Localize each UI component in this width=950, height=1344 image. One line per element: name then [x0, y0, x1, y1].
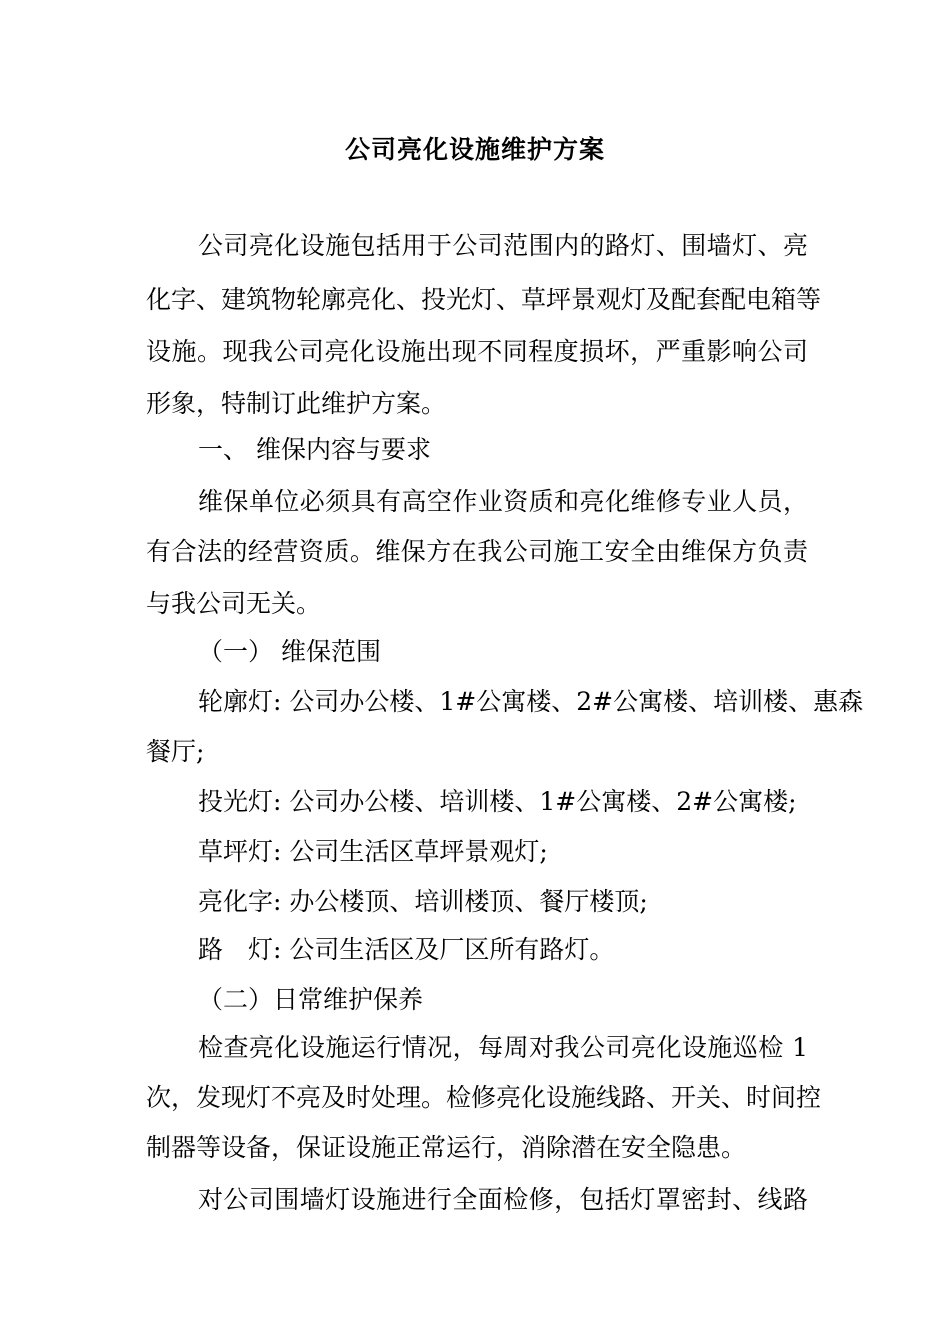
paragraph-maintenance-line-1: 检查亮化设施运行情况，每周对我公司亮化设施巡检 1	[198, 1033, 808, 1062]
paragraph-maintenance-line-3: 制器等设备，保证设施正常运行，消除潜在安全隐患。	[146, 1133, 747, 1162]
section-heading-1: 一、 维保内容与要求	[198, 435, 431, 464]
scope-item-outline-lights-line-1: 轮廓灯: 公司办公楼、1#公寓楼、2#公寓楼、培训楼、惠森	[198, 687, 864, 716]
document-title: 公司亮化设施维护方案	[344, 135, 605, 164]
scope-item-illuminated-letters: 亮化字: 办公楼顶、培训楼顶、餐厅楼顶;	[198, 887, 648, 916]
subsection-heading-scope: （一） 维保范围	[198, 637, 381, 666]
paragraph-qualification-line-3: 与我公司无关。	[146, 589, 322, 618]
paragraph-intro-line-2: 化字、建筑物轮廓亮化、投光灯、草坪景观灯及配套配电箱等	[146, 285, 822, 314]
scope-item-street-lights: 路 灯: 公司生活区及厂区所有路灯。	[198, 935, 615, 964]
paragraph-qualification-line-2: 有合法的经营资质。维保方在我公司施工安全由维保方负责	[146, 537, 808, 566]
paragraph-maintenance-line-2: 次，发现灯不亮及时处理。检修亮化设施线路、开关、时间控	[146, 1083, 822, 1112]
paragraph-qualification-line-1: 维保单位必须具有高空作业资质和亮化维修专业人员，	[198, 487, 808, 516]
paragraph-intro-line-1: 公司亮化设施包括用于公司范围内的路灯、围墙灯、亮	[198, 231, 808, 260]
paragraph-wall-lights-line-1: 对公司围墙灯设施进行全面检修，包括灯罩密封、线路	[198, 1185, 808, 1214]
scope-item-floodlights: 投光灯: 公司办公楼、培训楼、1#公寓楼、2#公寓楼;	[198, 787, 797, 816]
paragraph-intro-line-3: 设施。现我公司亮化设施出现不同程度损坏，严重影响公司	[146, 337, 808, 366]
subsection-heading-maintenance: （二）日常维护保养	[198, 985, 424, 1014]
scope-item-outline-lights-line-2: 餐厅;	[146, 737, 205, 766]
paragraph-intro-line-4: 形象，特制订此维护方案。	[146, 389, 447, 418]
scope-item-lawn-lights: 草坪灯: 公司生活区草坪景观灯;	[198, 837, 548, 866]
